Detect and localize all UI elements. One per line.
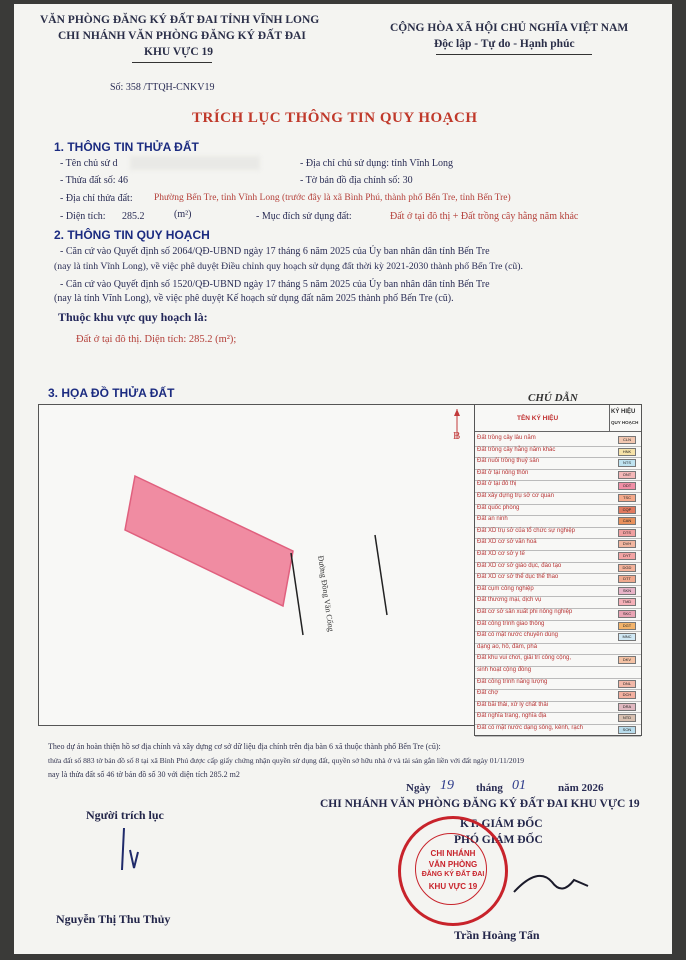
legend-row bbox=[477, 551, 641, 557]
legend-row-swatch: DGT bbox=[618, 622, 636, 630]
document-number: Số: 358 /TTQH-CNKV19 bbox=[110, 82, 215, 93]
parcel-map-svg bbox=[39, 405, 475, 725]
legend-col-code-2: QUY HOẠCH bbox=[611, 420, 639, 425]
legend-row-name: Đất XD trụ sở của tổ chức sự nghiệp bbox=[477, 527, 576, 534]
legend-row bbox=[477, 586, 641, 592]
planning-basis-2-cont: (nay là tỉnh Vĩnh Long), về việc phê duyệt Kế hoạch sử dụng đất năm 2025 thành phố Bến Tre (cũ). bbox=[54, 293, 454, 304]
org-line-1: VĂN PHÒNG ĐĂNG KÝ ĐẤT ĐAI TỈNH VĨNH LONG bbox=[40, 14, 320, 26]
legend-row bbox=[477, 470, 641, 476]
legend-row-swatch: TSC bbox=[618, 494, 636, 502]
date-month: 01 bbox=[512, 778, 526, 793]
footer-note-2: thửa đất số 883 tờ bản đồ số 8 tại xã Bình Phú được cấp giấy chứng nhận quyền sử dụng đất, quyền sở hữu nhà ở và tài sản gắn liền với đất ngày 01/11/2019 bbox=[48, 756, 525, 765]
legend-row-swatch: NTD bbox=[618, 714, 636, 722]
legend-row-name: Đất chợ bbox=[477, 690, 499, 697]
legend-row bbox=[477, 458, 641, 464]
header-rule-left bbox=[132, 62, 212, 63]
official-seal-inner-ring bbox=[415, 833, 487, 905]
legend-row-swatch: SKN bbox=[618, 587, 636, 595]
land-purpose-label: - Mục đích sử dụng đất: bbox=[256, 211, 352, 222]
legend-row-name: Đất công trình năng lượng bbox=[477, 678, 548, 685]
legend-row bbox=[477, 702, 641, 708]
legend-row-swatch: MNC bbox=[618, 633, 636, 641]
legend-row-divider bbox=[475, 736, 641, 737]
parcel-address-label: - Địa chỉ thửa đất: bbox=[60, 193, 133, 204]
legend-row bbox=[477, 632, 641, 638]
legend-row-name: dạng ao, hồ, đầm, phá bbox=[477, 643, 538, 650]
legend-row-name: Đất ở tại đô thị bbox=[477, 481, 517, 488]
legend-row-name: Đất XD cơ sở y tế bbox=[477, 551, 525, 557]
section1-heading: 1. THÔNG TIN THỬA ĐẤT bbox=[54, 140, 199, 154]
legend-row-swatch: DTS bbox=[618, 529, 636, 537]
area-unit: (m²) bbox=[174, 209, 192, 220]
legend-row-swatch: DTT bbox=[618, 575, 636, 583]
legend-row-swatch: DCH bbox=[618, 691, 636, 699]
legend-col-name: TÊN KÝ HIỆU bbox=[517, 415, 559, 422]
parcel-polygon bbox=[125, 476, 293, 606]
legend-row bbox=[477, 539, 641, 545]
svg-text:B: B bbox=[453, 430, 461, 442]
date-day: 19 bbox=[440, 778, 454, 793]
nation-title: CỘNG HÒA XÃ HỘI CHỦ NGHĨA VIỆT NAM bbox=[390, 22, 629, 34]
legend-row-name: Đất XD cơ sở giáo dục, đào tạo bbox=[477, 562, 562, 569]
land-purpose-value: Đất ở tại đô thị + Đất trồng cây hằng năm khác bbox=[390, 211, 579, 222]
signer-signature bbox=[508, 862, 608, 902]
legend-row-name: Đất trồng cây lâu năm bbox=[477, 435, 536, 441]
legend-row-name: Đất bãi thải, xử lý chất thải bbox=[477, 701, 549, 708]
legend-row-swatch: DNL bbox=[618, 680, 636, 688]
date-prefix: Ngày bbox=[406, 782, 431, 794]
legend-row bbox=[477, 713, 641, 719]
org-line-3: KHU VỰC 19 bbox=[144, 46, 213, 58]
legend-row bbox=[477, 505, 641, 511]
planning-basis-1-cont: (nay là tỉnh Vĩnh Long), về việc phê duyệt Điều chỉnh quy hoạch sử dụng đất thời kỳ 2021-2030 thành phố Bến Tre (cũ). bbox=[54, 261, 523, 272]
legend-row bbox=[477, 609, 641, 615]
document-page bbox=[14, 4, 672, 954]
area-value: 285.2 bbox=[122, 211, 145, 222]
legend-table bbox=[474, 404, 642, 736]
legend-row bbox=[477, 563, 641, 569]
area-label: - Diện tích: bbox=[60, 211, 106, 222]
legend-col-divider bbox=[609, 405, 610, 431]
extractor-name: Nguyễn Thị Thu Thủy bbox=[56, 912, 171, 926]
legend-row-name: Đất XD cơ sở văn hoá bbox=[477, 539, 537, 546]
legend-row-name: Đất nuôi trồng thuỷ sản bbox=[477, 458, 540, 465]
legend-row bbox=[477, 690, 641, 696]
legend-row-swatch: DGD bbox=[618, 564, 636, 572]
signer-name: Trần Hoàng Tấn bbox=[454, 928, 540, 942]
legend-row-swatch: CQP bbox=[618, 506, 636, 514]
legend-row-swatch: HNK bbox=[618, 448, 636, 456]
road-label: Đường Đồng Văn Cống bbox=[316, 555, 336, 633]
footer-note-1: Theo dự án hoàn thiện hồ sơ địa chính và xây dựng cơ sở dữ liệu địa chính trên địa bàn 6 xã thuộc thành phố Bến Tre (cũ): bbox=[48, 742, 441, 751]
legend-row-name: Đất trồng cây hằng năm khác bbox=[477, 446, 556, 453]
legend-row-name: Đất công trình giao thông bbox=[477, 620, 545, 627]
parcel-number: - Thửa đất số: 46 bbox=[60, 175, 129, 186]
road-edge-east bbox=[375, 535, 387, 615]
legend-row-swatch: CLN bbox=[618, 436, 636, 444]
legend-row bbox=[477, 725, 641, 731]
legend-row-name: Đất cơ sở sản xuất phi nông nghiệp bbox=[477, 609, 573, 615]
org-line-2: CHI NHÁNH VĂN PHÒNG ĐĂNG KÝ ĐẤT ĐAI bbox=[58, 30, 306, 42]
parcel-map bbox=[38, 404, 476, 726]
legend-row-swatch: NTS bbox=[618, 459, 636, 467]
owner-name-redaction bbox=[130, 156, 260, 170]
legend-row bbox=[477, 667, 641, 673]
legend-row bbox=[477, 493, 641, 499]
footer-note-3: nay là thửa đất số 46 tờ bản đồ số 30 với diện tích 285.2 m2 bbox=[48, 770, 240, 779]
legend-row bbox=[477, 574, 641, 580]
legend-row-name: Đất có mặt nước dạng sông, kênh, rạch bbox=[477, 725, 584, 731]
legend-header bbox=[475, 405, 641, 432]
planning-basis-2: - Căn cứ vào Quyết định số 1520/QĐ-UBND ngày 17 tháng 5 năm 2025 của Ủy ban nhân dân tỉnh Bến Tre bbox=[60, 279, 490, 290]
legend-row bbox=[477, 528, 641, 534]
legend-row-name: Đất nghĩa trang, nghĩa địa bbox=[477, 713, 547, 720]
document-title: TRÍCH LỤC THÔNG TIN QUY HOẠCH bbox=[192, 110, 478, 126]
legend-row-name: sinh hoạt cộng đồng bbox=[477, 667, 532, 673]
legend-row bbox=[477, 644, 641, 650]
legend-row-swatch: ODT bbox=[618, 482, 636, 490]
legend-row-name: Đất cụm công nghiệp bbox=[477, 585, 534, 592]
section2-heading: 2. THÔNG TIN QUY HOẠCH bbox=[54, 228, 210, 242]
legend-row-name: Đất thương mại, dịch vụ bbox=[477, 597, 542, 604]
legend-row-name: Đất có mặt nước chuyên dùng bbox=[477, 632, 558, 639]
legend-row-swatch: DYT bbox=[618, 552, 636, 560]
legend-row-swatch: TMD bbox=[618, 598, 636, 606]
road-edge-west bbox=[291, 553, 303, 635]
legend-row-swatch: ONT bbox=[618, 471, 636, 479]
legend-row bbox=[477, 621, 641, 627]
legend-row bbox=[477, 679, 641, 685]
seal-line-4: KHU VỰC 19 bbox=[428, 882, 478, 891]
legend-row bbox=[477, 481, 641, 487]
national-motto: Độc lập - Tự do - Hạnh phúc bbox=[434, 38, 575, 50]
legend-row-name: Đất quốc phòng bbox=[477, 504, 520, 511]
legend-col-code-1: KÝ HIỆU bbox=[611, 409, 636, 415]
map-sheet-number: - Tờ bản đồ địa chính số: 30 bbox=[300, 175, 413, 186]
signer-title: PHÓ GIÁM ĐỐC bbox=[454, 834, 543, 846]
legend-row-swatch: SON bbox=[618, 726, 636, 734]
legend-row-name: Đất XD cơ sở thể dục thể thao bbox=[477, 574, 559, 581]
legend-row-swatch: SKC bbox=[618, 610, 636, 618]
legend-row-name: Đất ở tại nông thôn bbox=[477, 469, 529, 476]
date-year: năm 2026 bbox=[558, 782, 604, 794]
legend-row-name: Đất khu vui chơi, giải trí công cộng, bbox=[477, 655, 571, 662]
header-rule-right bbox=[436, 54, 592, 55]
seal-line-1: CHI NHÁNH bbox=[430, 849, 476, 858]
planning-basis-1: - Căn cứ vào Quyết định số 2064/QĐ-UBND ngày 17 tháng 6 năm 2025 của Ủy ban nhân dân tỉnh Bến Tre bbox=[60, 246, 490, 257]
section3-heading: 3. HỌA ĐỒ THỬA ĐẤT bbox=[48, 386, 175, 400]
owner-address: - Địa chỉ chủ sử dụng: tỉnh Vĩnh Long bbox=[300, 158, 453, 169]
legend-row-name: Đất xây dựng trụ sở cơ quan bbox=[477, 493, 554, 499]
legend-row-swatch: DVH bbox=[618, 540, 636, 548]
legend-row bbox=[477, 516, 641, 522]
seal-line-2: VĂN PHÒNG bbox=[428, 860, 478, 869]
legend-row-swatch: DKV bbox=[618, 656, 636, 664]
planning-zone-heading: Thuộc khu vực quy hoạch là: bbox=[58, 310, 208, 324]
legend-row bbox=[477, 447, 641, 453]
date-month-label: tháng bbox=[476, 782, 503, 794]
legend-title: CHÚ DẪN bbox=[528, 392, 578, 404]
legend-row-name: Đất an ninh bbox=[477, 516, 508, 523]
parcel-address-value: Phường Bến Tre, tỉnh Vĩnh Long (trước đây là xã Bình Phú, thành phố Bến Tre, tỉnh Bến Tre) bbox=[154, 193, 511, 203]
planning-zone-value: Đất ở tại đô thị. Diện tích: 285.2 (m²); bbox=[76, 334, 237, 345]
legend-row-swatch: DRA bbox=[618, 703, 636, 711]
legend-row bbox=[477, 655, 641, 661]
legend-row-swatch: CAN bbox=[618, 517, 636, 525]
official-seal bbox=[398, 816, 508, 926]
seal-line-3: ĐĂNG KÝ ĐẤT ĐAI bbox=[421, 871, 485, 878]
north-arrow-icon bbox=[453, 409, 460, 442]
legend-row bbox=[477, 597, 641, 603]
legend-row bbox=[477, 435, 641, 441]
extractor-signature bbox=[104, 820, 164, 880]
owner-label: - Tên chủ sử d bbox=[60, 158, 118, 169]
signing-authority: KT. GIÁM ĐỐC bbox=[460, 818, 543, 830]
issuing-branch: CHI NHÁNH VĂN PHÒNG ĐĂNG KÝ ĐẤT ĐAI KHU VỰC 19 bbox=[320, 798, 640, 810]
extractor-title: Người trích lục bbox=[86, 808, 164, 822]
